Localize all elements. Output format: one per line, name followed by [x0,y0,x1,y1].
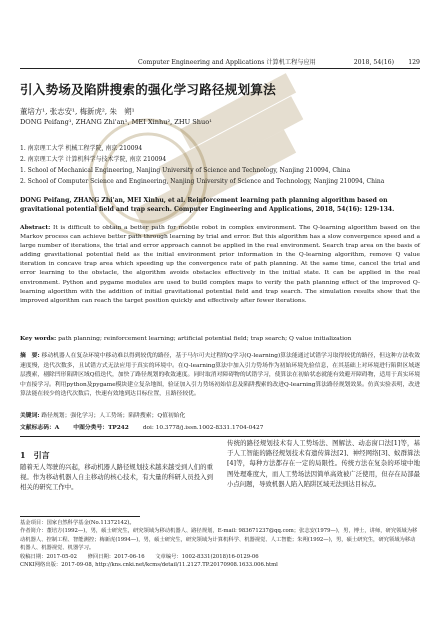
body-column-left: 随着无人驾驶的兴起，移动机器人路径规划技术越来越受到人们的重视。作为移动机器人自主移动的核心技术，有大量的科研人员投入到相关的研究工作中。 [20,463,213,492]
english-abstract [20,223,420,305]
keywords-label: Key words: [20,335,57,342]
doc-code: 文献标志码：A [20,425,60,431]
affiliation-line: 1. 南京理工大学 机械工程学院, 南京 210094 [20,145,143,152]
section-heading: 1 引言 [20,450,50,460]
abstract-label-zh: 摘 要: [20,353,40,359]
keywords-text-zh: 路径规划；强化学习；人工势场；陷阱搜索；Q值初始化 [41,413,186,419]
clc-number: 中图分类号：TP242 [73,425,129,431]
affiliation-line: 2. 南京理工大学 计算机科学与技术学院, 南京 210094 [20,156,167,163]
authors-chinese: 董培方¹, 张志安¹, 梅新虎², 朱 朔¹ [20,107,135,116]
paper-title: 引入势场及陷阱搜索的强化学习路径规划算法 [20,82,277,97]
divider [20,436,420,437]
keywords-label-zh: 关键词: [20,413,40,419]
affiliation-line: 2. School of Computer Science and Engineering, Nanjing University of Science and Technology, Nanjing 210094, China [20,178,385,185]
issue-info: 2018, 54(16) [353,59,394,66]
doi: doi: 10.3778/j.issn.1002-8331.1704-0427 [142,425,264,431]
english-keywords [20,334,420,343]
chinese-keywords [20,412,420,421]
footnote-cnki: CNKI网络出版：2017-09-08, http://kns.cnki.net/kcms/detail/11.2127.TP.20170908.1633.006.html [20,562,278,569]
authors-english: DONG Peifang¹, ZHANG Zhi'an¹, MEI Xinhu², ZHU Shuo¹ [20,118,212,126]
footnotes [20,519,420,569]
journal-name: Computer Engineering and Applications 计算机工程与应用 [138,59,316,66]
abstract-text-zh: 移动机器人在复杂环境中移动难以得到较优的路径，基于马尔可夫过程的Q学习(Q-learning)算法能通过试错学习取得较优的路径，但这种方法收敛速度慢，迭代次数多，且试错方式无法应用于真实的环境中。在Q-learning算法中加入引力势场作为初始环境先验信息，在其基础上对环境进行陷阱区域逐层搜索，剔除凹形陷阱区域Q值迭代，加快了路径规划的收敛速度。同时取消对障碍物的试错学习，使算法在初始状态就能有效避开障碍物，适用于真实环境中直接学习。利用python及pygame模块建立复杂地图，验证加入引力势场初始信息及陷阱搜索的改进Q-learning算法路径规划效果。仿真实验表明，改进算法能在较少的迭代次数后，快速有效地到达目标位置，且路径较优。 [20,353,421,398]
footnote-dates: 收稿日期：2017-05-02 修回日期：2017-06-16 文章编号：1002-8331(2018)16-0129-06 [20,553,259,560]
abstract-text: It is difficult to obtain a better path for mobile robot in complex environment. The Q-learning algorithm based on the Markov process can achieve better path through learning by trial and error. But this algorithm has a slow convergence speed and a large number of iterations, the trial and error approach cannot be applied in the real environment. Search trap area on the basis of adding gravitational potential field as the initial environment prior information in the Q-learning algorithm, remove Q value iteration in concave trap area which speeding up the convergence rate of path planning. At the same time, cancel the trial and error learning to the obstacle, the algorithm avoids obstacles effectively in the initial state. It can be applied in the real environment. Python and pygame modules are used to build complex maps to verify the path planning effect of the improved Q-learning algorithm with the addition of initial gravitational potential field and trap search. The simulation results show that the improved algorithm can reach the target position quickly and effectively after fewer iterations. [20,224,420,304]
affiliation-line: 1. School of Mechanical Engineering, Nanjing University of Science and Technology, Nanjing 210094, China [20,167,351,174]
footnote-divider [20,516,140,517]
keywords-text: path planning; reinforcement learning; artificial potential field; trap search; Q value initialization [58,335,352,342]
affiliations [20,143,384,187]
english-citation: DONG Peifang, ZHANG Zhi'an, MEI Xinhu, et al. Reinforcement learning path planning algorithm based on gravitational potential field and trap search. Computer Engineering and Applications, 2018, 54(16): 129-134. [20,197,395,214]
running-header [20,52,420,69]
footnote-bio: 作者简介：董培方(1992—)，男，硕士研究生，研究领域为移动机器人、路径规划，E-mail: 983671237@qq.com；张志安(1979—)，男，博士，讲师，研究领域为移动机器人、控制工程、智能测控；梅新虎(1994—)，男，硕士研究生，研究领域为计算机科学、机器视觉、人工智能；朱朔(1992—)，男，硕士研究生，研究领域为移动机器人、机器视觉、机器学习。 [20,528,418,552]
footnote-fund: 基金项目：国家自然科学基金(No.11372142)。 [20,520,135,526]
document-info [20,424,420,433]
page-number: 129 [408,59,420,66]
chinese-abstract [20,352,420,400]
abstract-label: Abstract: [20,224,51,231]
body-column-right: 传统的路径规划技术有人工势场法、图解法、动态窗口法[1]等，基于人工智能的路径规划技术有遗传算法[2]、神经网络[3]、蚁群算法[4]等，每种方法都存在一定的局限性。传统方法在复杂的环境中地图处理难度大，而人工势场法因简单高效被广泛使用，但存在局部最小点问题，导致机器人陷入陷阱区域无法到达目标点。 [227,439,420,488]
